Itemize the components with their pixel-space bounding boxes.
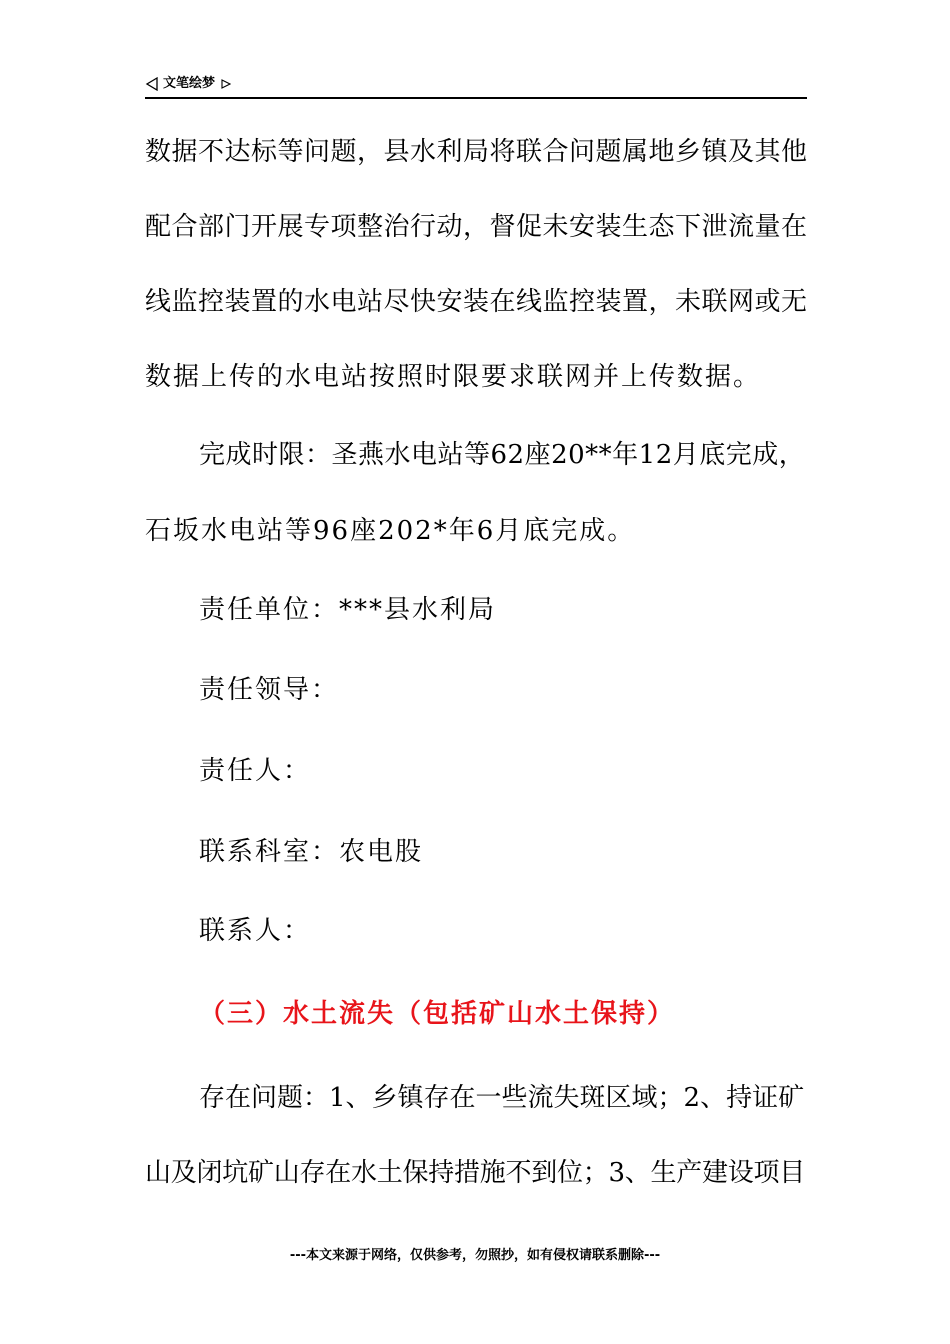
body-line: 联系科室：农电股 bbox=[199, 837, 424, 867]
page-footer: ---本文来源于网络，仅供参考，勿照抄，如有侵权请联系删除--- bbox=[289, 1248, 661, 1263]
body-line: 联系人： bbox=[199, 916, 312, 946]
body-line: 数据上传的水电站按照时限要求联网并上传数据。 bbox=[145, 362, 762, 392]
body-line: 存在问题：1、乡镇存在一些流失斑区域；2、持证矿 bbox=[199, 1083, 805, 1113]
triangle-left-icon bbox=[145, 77, 159, 91]
body-line: 责任单位：***县水利局 bbox=[199, 595, 497, 625]
section-heading: （三）水土流失（包括矿山水土保持） bbox=[199, 999, 676, 1029]
body-line: 数据不达标等问题，县水利局将联合问题属地乡镇及其他 bbox=[145, 137, 808, 167]
triangle-right-icon bbox=[221, 79, 231, 89]
body-line: 山及闭坑矿山存在水土保持措施不到位；3、生产建设项目 bbox=[145, 1158, 806, 1188]
page-header bbox=[145, 74, 807, 98]
body-line: 线监控装置的水电站尽快安装在线监控装置，未联网或无 bbox=[145, 287, 808, 317]
body-line: 责任人： bbox=[199, 756, 312, 786]
body-line: 责任领导： bbox=[199, 675, 340, 705]
header-rule bbox=[145, 97, 807, 99]
body-line: 配合部门开展专项整治行动，督促未安装生态下泄流量在 bbox=[145, 212, 808, 242]
body-line: 石坂水电站等96座202*年6月底完成。 bbox=[145, 516, 636, 546]
body-line: 完成时限：圣燕水电站等62座20**年12月底完成， bbox=[199, 440, 806, 470]
header-brand: 文笔绘梦 bbox=[163, 76, 216, 91]
